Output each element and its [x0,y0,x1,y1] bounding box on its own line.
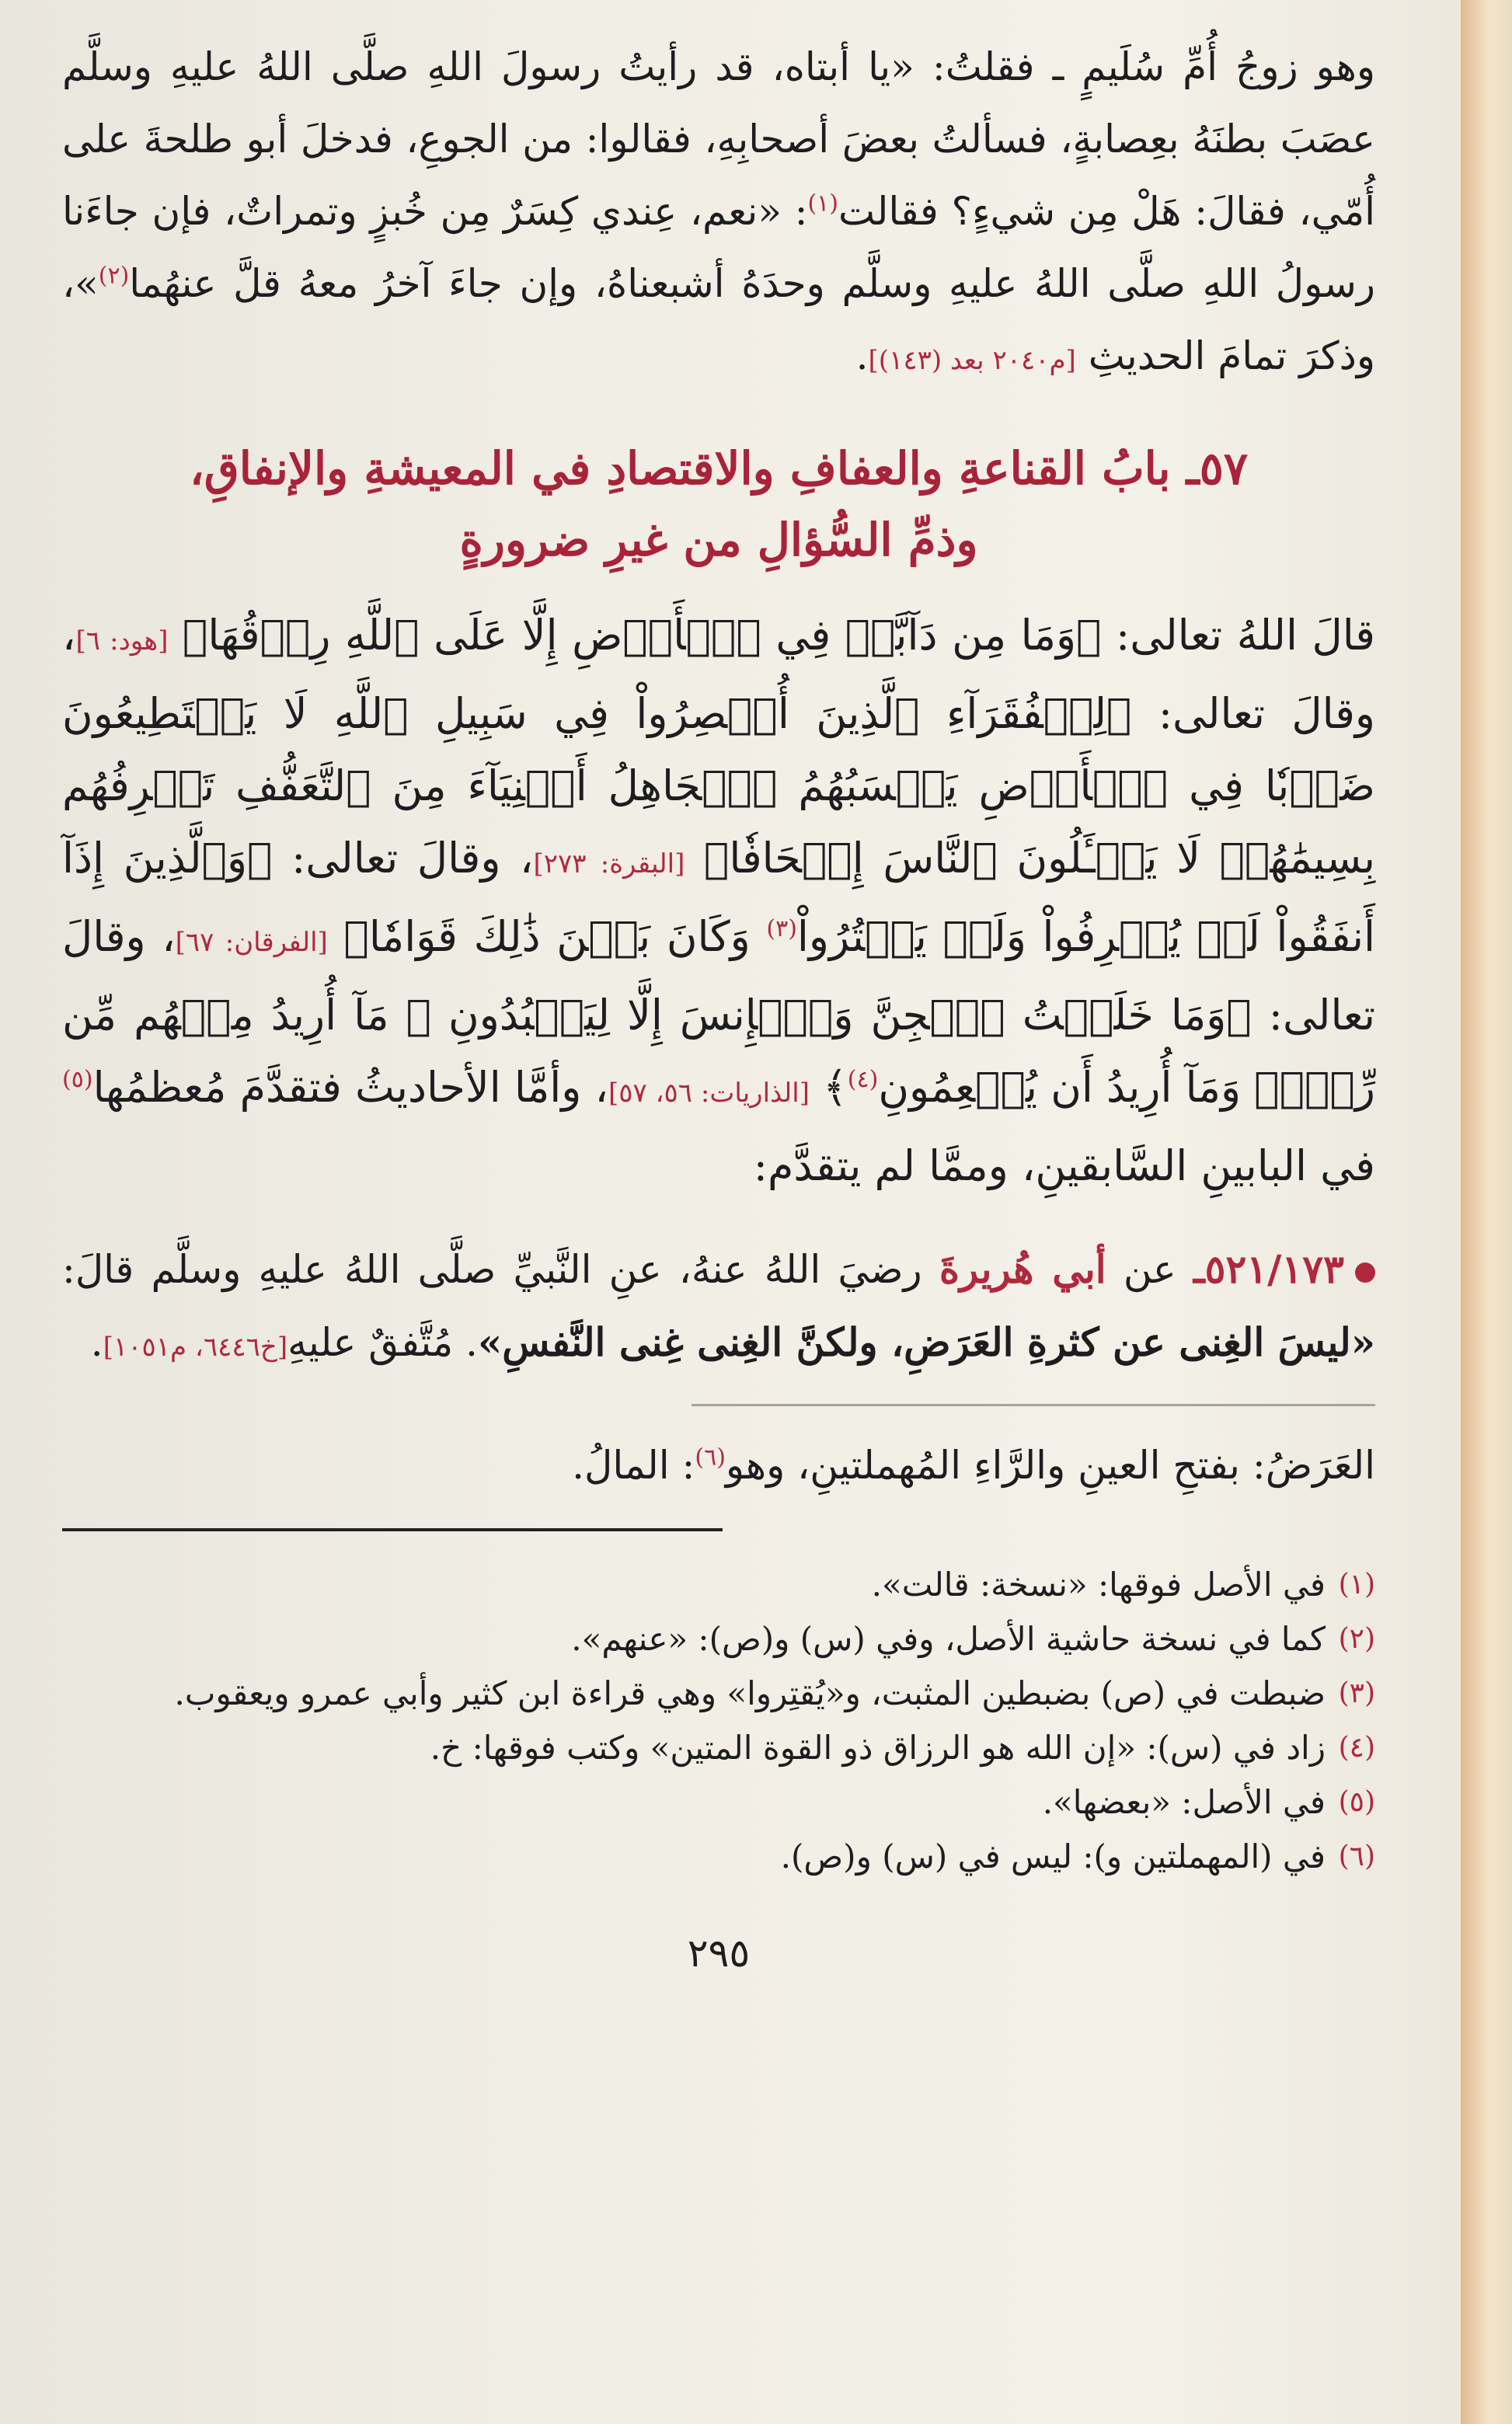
footnote-marker[interactable]: (٤) [847,1066,879,1093]
divider [692,1404,1375,1406]
hadith-paragraph: ٥٢١/١٧٣ـ عن أبي هُريرةَ رضيَ اللهُ عنهُ، عنِ النَّبيِّ صلَّى اللهُ عليهِ وسلَّم قالَ: «ليسَ الغِنى عن كثرةِ العَرَضِ، ولكنَّ الغِنى غِنى النَّفسِ». مُتَّفقٌ عليهِ[خ٦٤٤٦، م١٠٥١]. [62,1246,1375,1365]
hadith-text: «ليسَ الغِنى عن كثرةِ العَرَضِ، ولكنَّ الغِنى غِنى النَّفسِ» [477,1319,1375,1365]
footnote-item: (١) في الأصل فوقها: «نسخة: قالت». [871,1566,1375,1604]
footnote-marker[interactable]: (١) [807,190,839,218]
hadith-reference: [م٢٠٤٠ بعد (١٤٣)] [868,345,1076,376]
footnote-item: (٣) ضبطت في (ص) بضبطين المثبت، و«يُقتِروا» وهي قراءة ابن كثير وأبي عمرو ويعقوب. [174,1674,1375,1712]
chapter-title-line-1: ٥٧ـ بابُ القناعةِ والعفافِ والاقتصادِ في المعيشةِ والإنفاقِ، [190,442,1248,495]
hadith-reference: [خ٦٤٤٦، م١٠٥١] [103,1332,288,1363]
footnote-marker[interactable]: (٦) [695,1444,726,1471]
footnote-item: (٥) في الأصل: «بعضها». [1042,1783,1375,1821]
gloss-paragraph: العَرَضُ: بفتحِ العينِ والرَّاءِ المُهملتينِ، وهو$^{(٦)}$: المالُ. [572,1443,1375,1488]
footnote-item: (٢) كما في نسخة حاشية الأصل، وفي (س) و(ص): «عنهم». [571,1620,1375,1658]
hadith-bullet-icon [1355,1262,1375,1283]
footnote-marker[interactable]: (٥) [62,1066,93,1093]
footnotes-list [62,1558,1375,1884]
verse-reference: [البقرة: ٢٧٣] [533,848,685,879]
verse-reference: [الفرقان: ٦٧] [175,927,328,958]
intro-paragraph: وهو زوجُ أُمِّ سُلَيمٍ ـ فقلتُ: «يا أبتاه، قد رأيتُ رسولَ اللهِ صلَّى اللهُ عليهِ وسلَّم عصَبَ بطنَهُ بعِصابةٍ، فسألتُ بعضَ أصحابِهِ، فقالوا: من الجوعِ، فدخلَ أبو طلحةَ على أُمّي، فقالَ: هَلْ مِن شيءٍ؟ فقالت$^{(١)}$: «نعم، عِندي كِسَرٌ مِن خُبزٍ وتمراتٌ، فإن جاءَنا رسولُ اللهِ صلَّى اللهُ عليهِ وسلَّم وحدَهُ أشبعناهُ، وإن جاءَ آخرُ معهُ قلَّ عنهُما$^{(٢)}$»، وذكرَ تمامَ الحديثِ [م٢٠٤٠ بعد (١٤٣)]. [62,44,1376,378]
verses-paragraph: قالَ اللهُ تعالى: ﴿وَمَا مِن دَآبَّةٖ فِي ٱلۡأَرۡضِ إِلَّا عَلَى ٱللَّهِ رِزۡقُهَا﴾ [هود: ٦]، وقالَ تعالى: ﴿لِلۡفُقَرَآءِ ٱلَّذِينَ أُحۡصِرُواْ فِي سَبِيلِ ٱللَّهِ لَا يَسۡتَطِيعُونَ ضَرۡبٗا فِي ٱلۡأَرۡضِ يَحۡسَبُهُمُ ٱلۡجَاهِلُ أَغۡنِيَآءَ مِنَ ٱلتَّعَفُّفِ تَعۡرِفُهُم بِسِيمَٰهُمۡ لَا يَسۡـَٔلُونَ ٱلنَّاسَ إِلۡحَافٗا﴾ [البقرة: ٢٧٣]، وقالَ تعالى: ﴿وَٱلَّذِينَ إِذَآ أَنفَقُواْ لَمۡ يُسۡرِفُواْ وَلَمۡ يَقۡتُرُواْ$^{(٣)}$ وَكَانَ بَيۡنَ ذَٰلِكَ قَوَامٗا﴾ [الفرقان: ٦٧]، وقالَ تعالى: ﴿وَمَا خَلَقۡتُ ٱلۡجِنَّ وَٱلۡإِنسَ إِلَّا لِيَعۡبُدُونِ ۞ مَآ أُرِيدُ مِنۡهُم مِّن رِّزۡقٖ وَمَآ أُرِيدُ أَن يُطۡعِمُونِ$^{(٤)}$﴾ [الذاريات: ٥٦، ٥٧]، وأمَّا الأحاديثُ فتقدَّمَ مُعظمُها$^{(٥)}$ في البابينِ السَّابقينِ، وممَّا لم يتقدَّم: [62,611,1376,1190]
footnote-marker[interactable]: (٣) [766,915,797,942]
footnote-item: (٦) في (المهملتين و): ليس في (س) و(ص). [780,1837,1375,1875]
verse-reference: [الذاريات: ٥٦، ٥٧] [608,1078,810,1109]
chapter-title-line-2: وذمِّ السُّؤالِ من غيرِ ضرورةٍ [459,514,978,566]
page-number: ٢٩٥ [687,1931,751,1976]
footnote-marker[interactable]: (٢) [98,262,130,290]
chapter-heading [62,433,1375,576]
narrator-name: أبي هُريرةَ [939,1246,1106,1292]
book-spine-edge [1461,0,1512,2424]
footnote-divider [62,1528,723,1531]
footnote-item: (٤) زاد في (س): «إن الله هو الرزاق ذو القوة المتين» وكتب فوقها: خ. [430,1729,1375,1767]
hadith-number: ٥٢١/١٧٣ـ [1193,1246,1344,1292]
verse-reference: [هود: ٦] [75,625,169,656]
